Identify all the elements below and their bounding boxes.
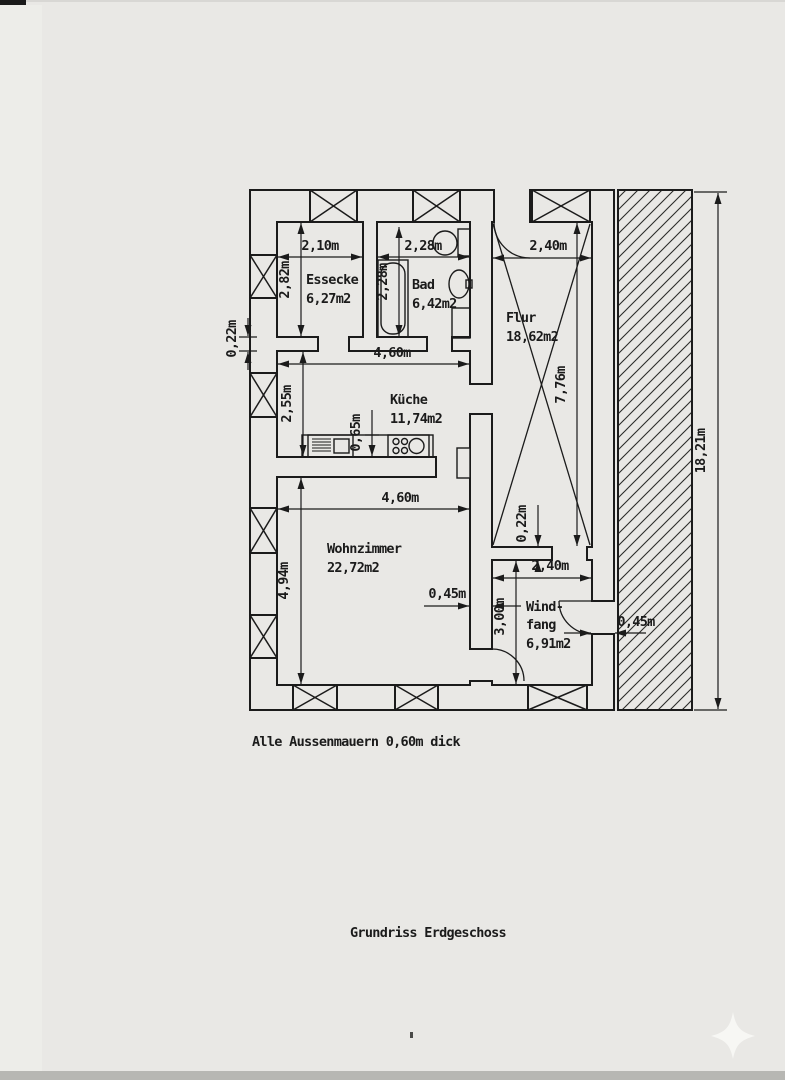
window-icon (528, 685, 587, 710)
stove-icon (388, 435, 429, 457)
chimney-block (457, 448, 470, 478)
dim-label: 0,45m (617, 614, 655, 630)
dim-label: 2,40m (531, 558, 569, 574)
dim-flur-width (493, 238, 591, 258)
room-label-wohnzimmer: Wohnzimmer (327, 541, 402, 557)
dim-label: 2,40m (529, 238, 567, 254)
dim-label: 2,10m (301, 238, 339, 254)
door-kueche-bad (427, 336, 452, 352)
washing-machine-icon (452, 308, 470, 338)
wall-note-caption: Alle Aussenmauern 0,60m dick (252, 734, 460, 750)
kitchen-counter (302, 435, 433, 457)
room-area-flur: 18,62m2 (506, 329, 558, 345)
dim-label: 2,55m (279, 385, 295, 423)
room-label-kueche: Küche (390, 392, 428, 408)
room-label-flur: Flur (506, 310, 536, 326)
door-windfang-entry (559, 601, 616, 634)
room-label-windfang-line2: fang (526, 617, 556, 633)
dim-label: 4,94m (276, 562, 292, 600)
room-label-windfang-line1: Wind- (526, 599, 564, 615)
window-icon (413, 190, 460, 222)
dim-label: 2,82m (277, 261, 293, 299)
star-watermark (711, 1012, 755, 1059)
dim-label: 7,76m (553, 366, 569, 404)
kitchen-sink-icon (308, 435, 353, 457)
window-icon (310, 190, 357, 222)
dim-essecke-width (278, 238, 362, 257)
window-icon (532, 190, 590, 222)
dim-overall-height (693, 192, 727, 710)
dim-label: 3,00m (492, 598, 508, 636)
dim-label: 18,21m (693, 428, 709, 474)
dim-label: 0,22m (514, 505, 530, 543)
dim-label: 2,28m (404, 238, 442, 254)
dim-label: 0,45m (428, 586, 466, 602)
room-label-bad: Bad (412, 277, 435, 293)
door-kueche-essecke (318, 336, 349, 352)
dim-label: 2,28m (375, 263, 391, 301)
neighbor-wall-hatched (618, 190, 692, 710)
dim-windfang-height (492, 561, 516, 684)
flur-cross-lines (493, 224, 590, 545)
room-area-bad: 6,42m2 (412, 296, 457, 312)
window-icon (250, 255, 277, 298)
door-flur-kueche (468, 384, 494, 414)
window-icon (250, 373, 277, 417)
dim-label: 0,22m (224, 320, 240, 358)
dim-kueche-height (279, 352, 303, 456)
dim-wohnzimmer-width (278, 490, 469, 509)
dim-bad-width (378, 238, 469, 257)
dim-label: 0,65m (348, 414, 364, 452)
room-label-essecke: Essecke (306, 272, 358, 288)
dim-label: 4,60m (381, 490, 419, 506)
room-area-windfang: 6,91m2 (526, 636, 571, 652)
window-icon (395, 685, 438, 710)
window-icon (250, 615, 277, 658)
window-icon (293, 685, 337, 710)
room-area-wohnzimmer: 22,72m2 (327, 560, 379, 576)
dim-flur-height (553, 223, 577, 546)
dim-counter-depth (348, 410, 379, 456)
dim-label: 4,60m (373, 345, 411, 361)
drawing-title-caption: Grundriss Erdgeschoss (350, 925, 506, 941)
wall-structure (250, 190, 614, 710)
dim-essecke-height (277, 223, 301, 336)
room-area-essecke: 6,27m2 (306, 291, 351, 307)
window-icon (250, 508, 277, 553)
room-area-kueche: 11,74m2 (390, 411, 442, 427)
washbasin-icon (449, 270, 472, 298)
